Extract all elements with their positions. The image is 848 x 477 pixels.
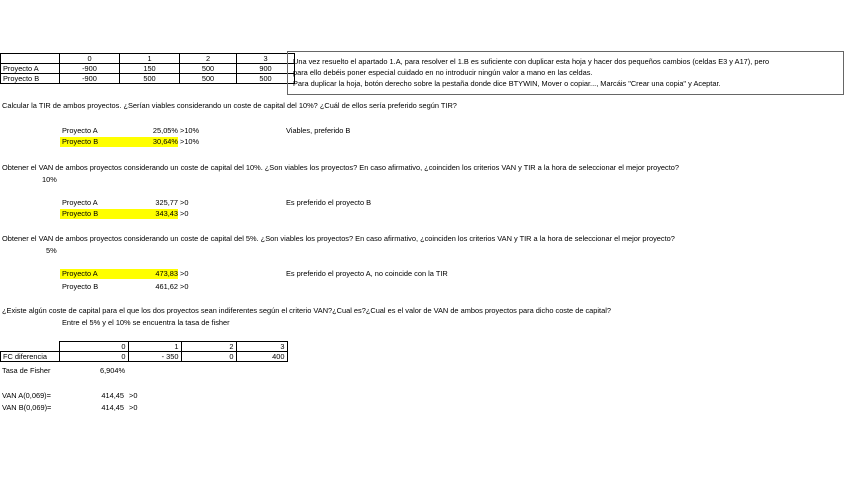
- table-cell[interactable]: 500: [237, 74, 295, 84]
- table-cell[interactable]: 500: [120, 74, 180, 84]
- tir-value: 30,64%: [152, 137, 178, 146]
- table-cell[interactable]: -900: [60, 74, 120, 84]
- table-header-cell[interactable]: 1: [128, 342, 181, 352]
- van-condition: >0: [180, 209, 189, 218]
- van-fisher-label[interactable]: VAN B(0,069)=: [2, 403, 52, 412]
- row-label: Proyecto A: [62, 126, 98, 135]
- tir-value: 25,05%: [152, 126, 178, 135]
- question-van-5[interactable]: Obtener el VAN de ambos proyectos considerando un coste de capital del 5%. ¿Son viables los proyectos? En caso afirmativo, ¿coinciden los criterios VAN y TIR a la hora de seleccionar el mejor proyecto?: [2, 234, 675, 243]
- row-label[interactable]: FC diferencia: [1, 352, 60, 362]
- instructions-note[interactable]: [287, 51, 844, 95]
- table-cell[interactable]: -900: [60, 64, 120, 74]
- rate-cell[interactable]: 10%: [42, 175, 57, 184]
- row-label: Proyecto B: [62, 137, 99, 146]
- table-header-cell[interactable]: 3: [237, 54, 295, 64]
- van-condition: >0: [180, 198, 189, 207]
- van-value: 325,77: [155, 198, 178, 207]
- van-fisher-label[interactable]: VAN A(0,069)=: [2, 391, 51, 400]
- van5-conclusion[interactable]: Es preferido el proyecto A, no coincide con la TIR: [286, 269, 448, 278]
- table-row: [1, 352, 288, 362]
- tir-conclusion[interactable]: Viables, preferido B: [286, 126, 351, 135]
- van-value: 461,62: [155, 282, 178, 291]
- table-cell[interactable]: 0: [59, 352, 128, 362]
- van-value: 473,83: [155, 269, 178, 278]
- table-header-cell[interactable]: 2: [180, 54, 237, 64]
- table-header-cell[interactable]: 2: [181, 342, 236, 352]
- van5-row-b[interactable]: [60, 282, 178, 292]
- table-header-cell[interactable]: [1, 54, 60, 64]
- table-cell[interactable]: 400: [236, 352, 287, 362]
- table-header-cell[interactable]: 0: [60, 54, 120, 64]
- van-condition: >0: [180, 282, 189, 291]
- table-header-row: [1, 54, 295, 64]
- note-line: Una vez resuelto el apartado 1.A, para resolver el 1.B es suficiente con duplicar esta hoja y hacer dos pequeños cambios (celdas E3 y A17), pero: [293, 57, 770, 66]
- difference-table: [0, 341, 288, 362]
- row-label[interactable]: Proyecto A: [1, 64, 60, 74]
- row-label[interactable]: Proyecto B: [1, 74, 60, 84]
- question-tir[interactable]: Calcular la TIR de ambos proyectos. ¿Serían viables considerando un coste de capital del 10%? ¿Cuál de ellos sería preferido según TIR?: [2, 101, 457, 110]
- van-value: 343,43: [155, 209, 178, 218]
- cashflow-table: [0, 53, 295, 84]
- van10-row-a[interactable]: [60, 198, 178, 208]
- tir-condition: >10%: [180, 137, 200, 146]
- table-row: [1, 74, 295, 84]
- table-header-cell[interactable]: 0: [59, 342, 128, 352]
- question-van-10[interactable]: Obtener el VAN de ambos proyectos considerando un coste de capital del 10%. ¿Son viables los proyectos? En caso afirmativo, ¿coinciden los criterios VAN y TIR a la hora de seleccionar el mejor proyecto?: [2, 163, 679, 172]
- table-cell[interactable]: 150: [120, 64, 180, 74]
- table-header-row: [1, 342, 288, 352]
- tir-row-b-highlighted[interactable]: [60, 137, 178, 147]
- table-row: [1, 64, 295, 74]
- fisher-value[interactable]: 6,904%: [100, 366, 126, 375]
- note-line: Para duplicar la hoja, botón derecho sobre la pestaña donde dice BTYWIN, Mover o copiar..., Marcáis "Crear una copia" y Aceptar.: [293, 79, 721, 89]
- van10-conclusion[interactable]: Es preferido el proyecto B: [286, 198, 372, 207]
- row-label: Proyecto B: [62, 282, 99, 291]
- table-cell[interactable]: 0: [181, 352, 236, 362]
- row-label: Proyecto B: [62, 209, 99, 218]
- question-fisher[interactable]: ¿Existe algún coste de capital para el que los dos proyectos sean indiferentes según el criterio VAN?¿Cual es?¿Cual es el valor de VAN de ambos proyectos para dicho coste de capital?: [2, 306, 611, 315]
- table-header-cell[interactable]: 1: [120, 54, 180, 64]
- van-condition: >0: [129, 391, 138, 400]
- van-fisher-value[interactable]: 414,45: [101, 391, 124, 400]
- row-label: Proyecto A: [62, 269, 98, 278]
- table-cell[interactable]: 500: [180, 74, 237, 84]
- table-header-cell[interactable]: [1, 342, 60, 352]
- fisher-label[interactable]: Tasa de Fisher: [2, 366, 51, 375]
- rate-cell[interactable]: 5%: [46, 246, 57, 255]
- van5-row-a-highlighted[interactable]: [60, 269, 178, 279]
- van-fisher-value[interactable]: 414,45: [101, 403, 124, 412]
- van10-row-b-highlighted[interactable]: [60, 209, 178, 219]
- row-label: Proyecto A: [62, 198, 98, 207]
- fisher-subtitle[interactable]: Entre el 5% y el 10% se encuentra la tasa de fisher: [62, 318, 230, 327]
- table-cell[interactable]: 500: [180, 64, 237, 74]
- note-line: para ello debéis poner especial cuidado en no introducir ningún valor a mano en las celdas.: [293, 68, 593, 78]
- tir-row-a[interactable]: [60, 126, 178, 136]
- table-cell[interactable]: - 350: [128, 352, 181, 362]
- table-header-cell[interactable]: 3: [236, 342, 287, 352]
- van-condition: >0: [129, 403, 138, 412]
- van-condition: >0: [180, 269, 189, 278]
- tir-condition: >10%: [180, 126, 200, 135]
- table-cell[interactable]: 900: [237, 64, 295, 74]
